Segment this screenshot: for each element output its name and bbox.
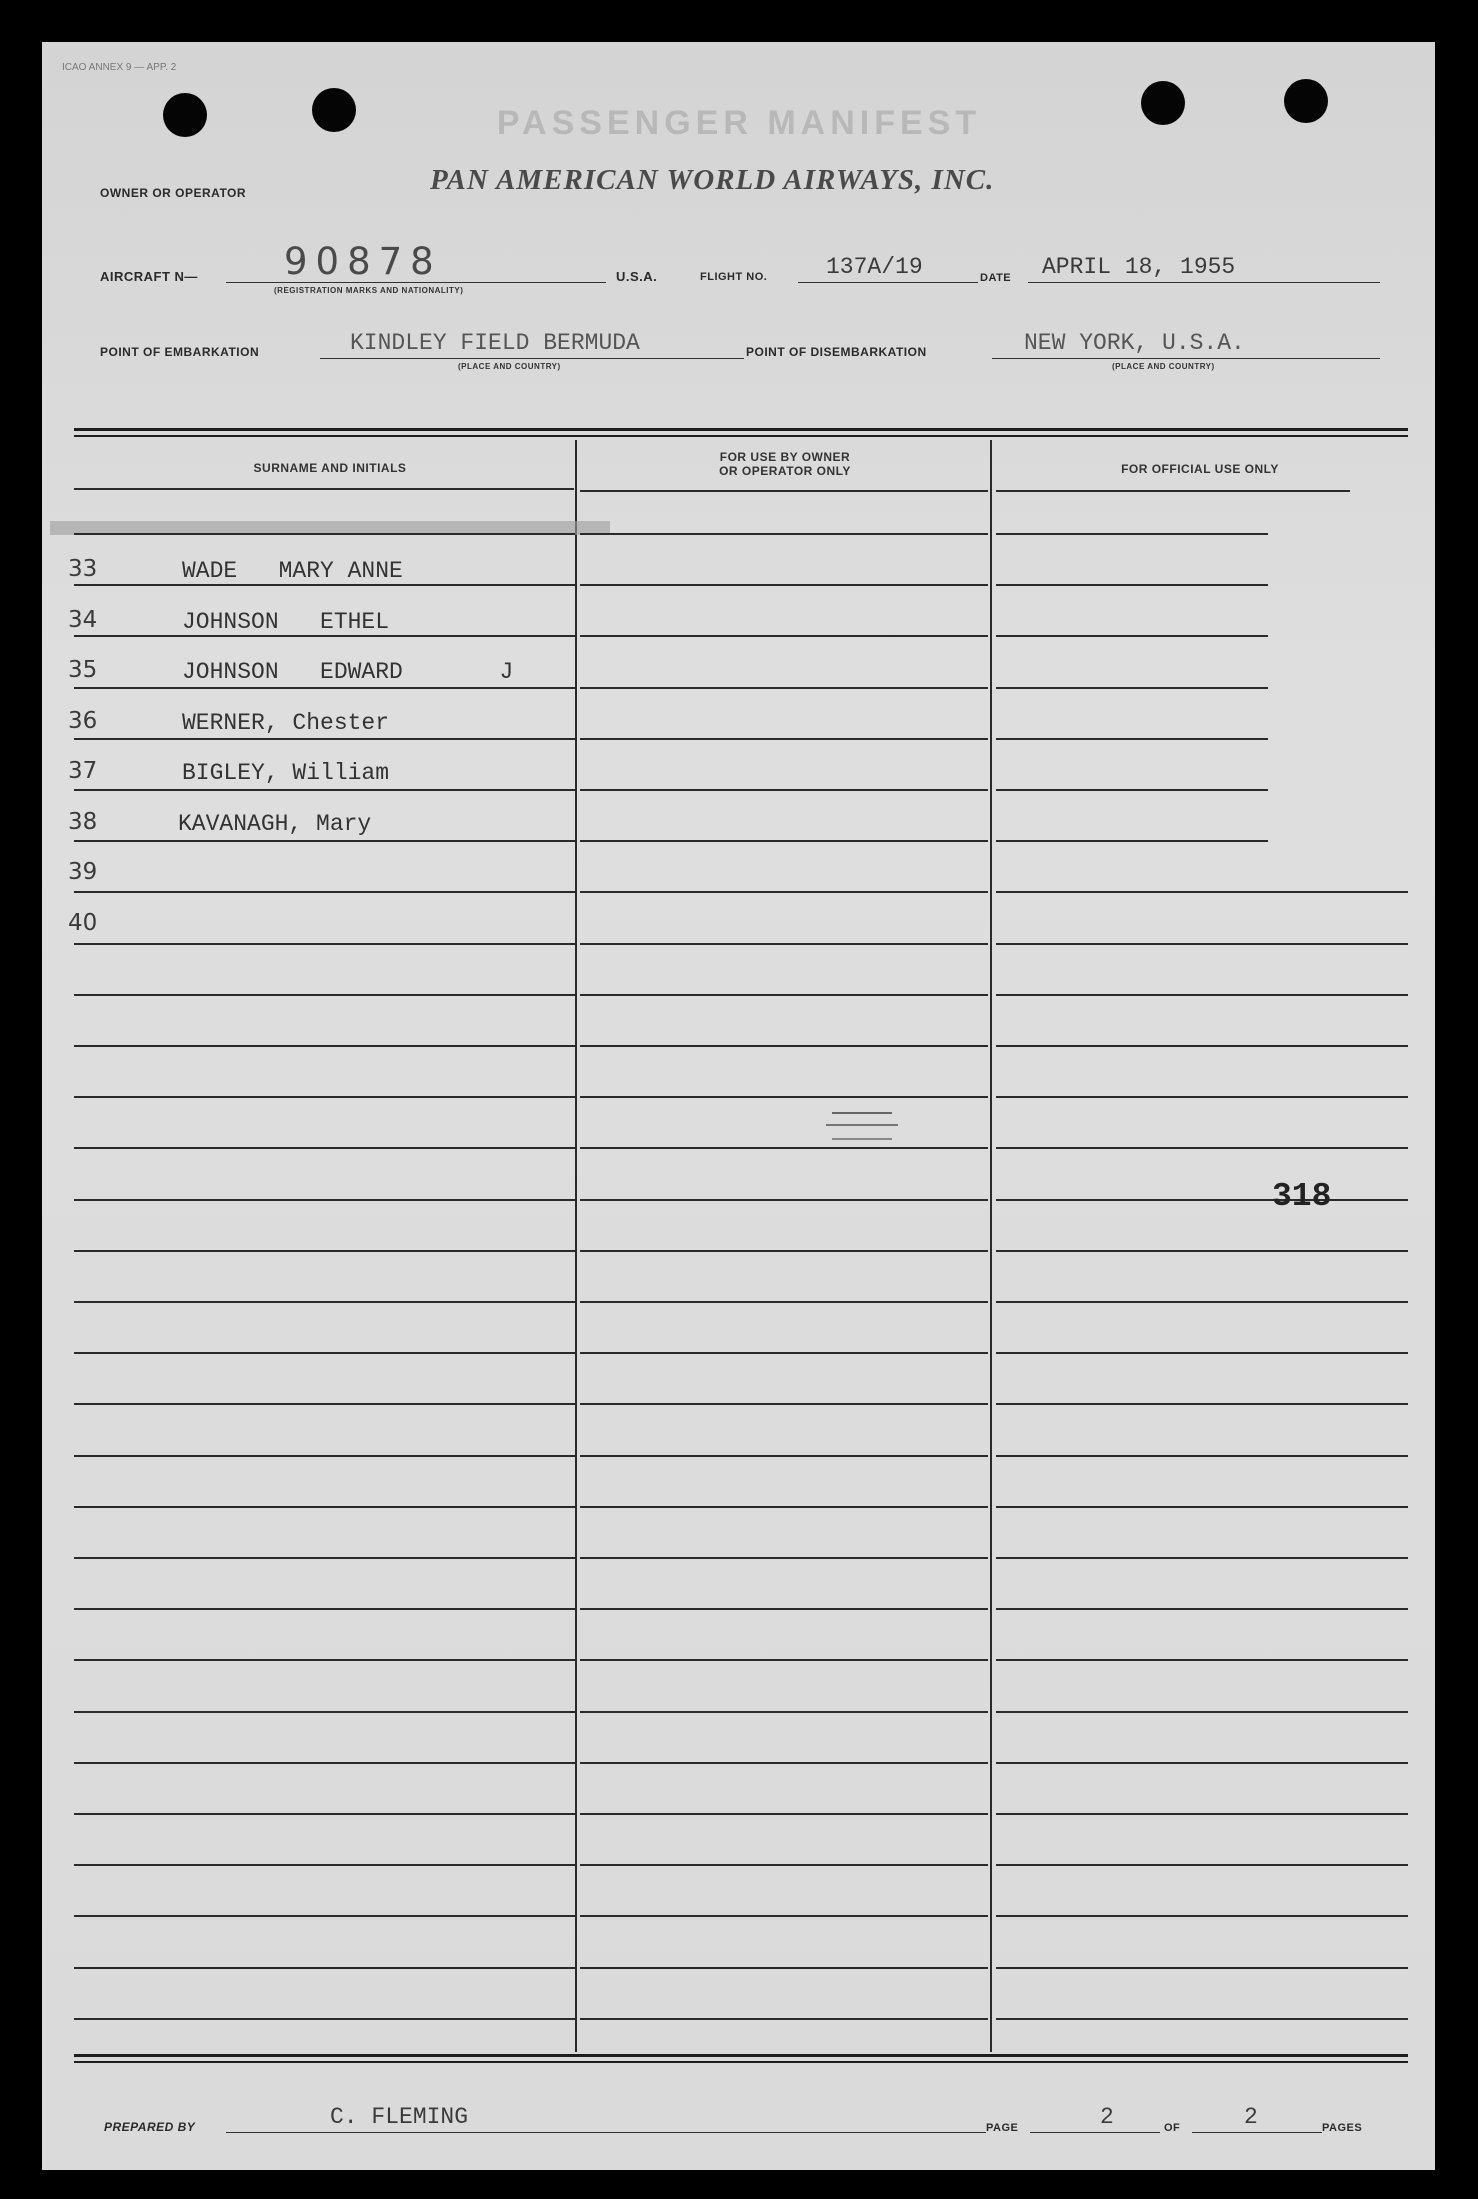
row-line (74, 635, 575, 637)
row-line (580, 1250, 988, 1252)
row-line (580, 1608, 988, 1610)
row-line (580, 891, 988, 893)
header-rule (74, 488, 574, 490)
row-line (996, 1455, 1408, 1457)
table-bottom-rule (74, 2061, 1408, 2063)
column-header-official: FOR OFFICIAL USE ONLY (1121, 462, 1279, 476)
of-underline (1192, 2132, 1322, 2133)
row-line (996, 1352, 1408, 1354)
owner-label: OWNER OR OPERATOR (100, 186, 247, 200)
header-rule (996, 490, 1350, 492)
row-line (996, 1608, 1408, 1610)
header-rule (580, 490, 988, 492)
row-line (74, 1403, 575, 1405)
row-line (580, 1762, 988, 1764)
row-line (580, 1096, 988, 1098)
table-top-rule (74, 428, 1408, 431)
row-line (996, 635, 1268, 637)
row-line (74, 1864, 575, 1866)
passenger-name: JOHNSON ETHEL (182, 609, 390, 635)
table-bottom-rule (74, 2054, 1408, 2057)
row-line (74, 1762, 575, 1764)
row-line (74, 1711, 575, 1713)
usa-label: U.S.A. (616, 269, 658, 284)
row-line (74, 687, 575, 689)
row-line (74, 1608, 575, 1610)
row-line (580, 1455, 988, 1457)
row-line (996, 1506, 1408, 1508)
row-line (996, 1199, 1408, 1201)
row-line (996, 1557, 1408, 1559)
row-line (74, 738, 575, 740)
page-title: PASSENGER MANIFEST (496, 104, 982, 142)
row-line (580, 635, 988, 637)
row-line (580, 1147, 988, 1149)
row-line (996, 1711, 1408, 1713)
row-number: 34 (68, 607, 98, 633)
column-divider (990, 440, 992, 2052)
row-line (74, 1250, 575, 1252)
row-line (996, 533, 1268, 535)
row-line (996, 687, 1268, 689)
row-line (580, 1045, 988, 1047)
row-line (580, 1915, 988, 1917)
stray-mark (826, 1124, 898, 1126)
row-number: 39 (68, 859, 98, 885)
registration-note: (REGISTRATION MARKS AND NATIONALITY) (274, 286, 464, 295)
row-line (580, 1659, 988, 1661)
column-header-owner-line: FOR USE BY OWNER (719, 450, 851, 464)
row-line (580, 1403, 988, 1405)
row-line (74, 891, 575, 893)
row-line (580, 1967, 988, 1969)
place-note-disembark: (PLACE AND COUNTRY) (1112, 362, 1215, 371)
prepared-by-underline (226, 2132, 986, 2133)
row-line (74, 1199, 575, 1201)
row-line (996, 891, 1408, 893)
row-line (996, 789, 1268, 791)
row-line (580, 943, 988, 945)
row-number: 35 (68, 657, 98, 683)
row-line (996, 1762, 1408, 1764)
row-line (74, 994, 575, 996)
row-line (996, 1147, 1408, 1149)
prepared-by-value: C. FLEMING (330, 2104, 469, 2130)
row-line (74, 1557, 575, 1559)
row-line (580, 789, 988, 791)
table-top-rule (74, 435, 1408, 437)
row-number: 37 (68, 758, 98, 784)
row-line (996, 1403, 1408, 1405)
disembarkation-underline (992, 358, 1380, 359)
row-number: 33 (68, 556, 98, 582)
row-line (580, 1557, 988, 1559)
passenger-name: WERNER, Chester (182, 710, 390, 736)
flight-date: APRIL 18, 1955 (1042, 254, 1236, 280)
prepared-by-label: PREPARED BY (104, 2120, 196, 2134)
row-line (580, 840, 988, 842)
row-line (996, 1915, 1408, 1917)
row-number: 40 (68, 910, 98, 936)
row-line (996, 1250, 1408, 1252)
row-line (996, 994, 1408, 996)
row-line (996, 1813, 1408, 1815)
row-line (996, 738, 1268, 740)
row-line (996, 943, 1408, 945)
page-underline (1030, 2132, 1160, 2133)
aircraft-number: 90878 (284, 240, 442, 283)
passenger-name: JOHNSON EDWARD J (182, 659, 514, 685)
row-line (74, 943, 575, 945)
date-underline (1028, 282, 1380, 283)
embarkation-point: KINDLEY FIELD BERMUDA (350, 330, 640, 356)
row-line (580, 994, 988, 996)
row-number: 38 (68, 809, 98, 835)
row-line (996, 1096, 1408, 1098)
row-line (580, 533, 988, 535)
row-line (74, 1455, 575, 1457)
row-line (74, 1301, 575, 1303)
form-code (62, 62, 176, 74)
aircraft-label: AIRCRAFT N— (100, 269, 198, 284)
row-line (996, 1864, 1408, 1866)
row-line (74, 840, 575, 842)
stray-mark (832, 1138, 892, 1140)
row-line (580, 1506, 988, 1508)
column-header-owner (580, 450, 990, 478)
row-line (74, 1915, 575, 1917)
disembarkation-point: NEW YORK, U.S.A. (1024, 330, 1245, 356)
row-line (580, 2018, 988, 2020)
row-line (580, 687, 988, 689)
row-line (580, 1864, 988, 1866)
passenger-name: KAVANAGH, Mary (178, 811, 372, 837)
row-line (580, 1199, 988, 1201)
row-line (74, 533, 575, 535)
row-line (996, 840, 1268, 842)
row-number: 36 (68, 708, 98, 734)
row-line (74, 1813, 575, 1815)
passenger-name: BIGLEY, William (182, 760, 390, 786)
row-line (996, 1967, 1408, 1969)
flight-number: 137A/19 (826, 254, 923, 280)
embarkation-underline (320, 358, 744, 359)
row-line (996, 2018, 1408, 2020)
passenger-name: WADE MARY ANNE (182, 558, 403, 584)
place-note-embark: (PLACE AND COUNTRY) (458, 362, 561, 371)
row-line (580, 1813, 988, 1815)
row-line (74, 1147, 575, 1149)
embarkation-label: POINT OF EMBARKATION (100, 345, 260, 359)
date-label: DATE (980, 272, 1012, 284)
disembarkation-label: POINT OF DISEMBARKATION (746, 345, 927, 359)
row-line (580, 1711, 988, 1713)
stray-mark (832, 1112, 892, 1114)
row-line (580, 1352, 988, 1354)
official-note: 318 (1272, 1178, 1332, 1215)
of-label: OF (1164, 2122, 1181, 2134)
manifest-sheet (42, 42, 1435, 2170)
column-divider (575, 440, 577, 2052)
row-line (996, 1301, 1408, 1303)
row-line (996, 1659, 1408, 1661)
column-header-surname: SURNAME AND INITIALS (253, 461, 407, 475)
column-header-owner-line: OR OPERATOR ONLY (719, 464, 851, 478)
form-code-line: ICAO ANNEX 9 — APP. 2 (62, 62, 177, 73)
row-line (74, 1352, 575, 1354)
row-line (580, 584, 988, 586)
page-number: 2 (1100, 2104, 1114, 2130)
row-line (74, 1096, 575, 1098)
total-pages: 2 (1244, 2104, 1258, 2130)
row-line (74, 1967, 575, 1969)
row-line (74, 2018, 575, 2020)
operator-name: PAN AMERICAN WORLD AIRWAYS, INC. (430, 164, 995, 196)
row-line (996, 1045, 1408, 1047)
row-line (74, 1045, 575, 1047)
flight-underline (798, 282, 978, 283)
page-label: PAGE (986, 2122, 1019, 2134)
row-line (74, 1506, 575, 1508)
row-line (74, 584, 575, 586)
flight-label: FLIGHT NO. (700, 271, 768, 283)
row-line (996, 584, 1268, 586)
row-line (580, 738, 988, 740)
pages-label: PAGES (1322, 2122, 1363, 2134)
row-line (74, 789, 575, 791)
row-line (74, 1659, 575, 1661)
row-line (580, 1301, 988, 1303)
